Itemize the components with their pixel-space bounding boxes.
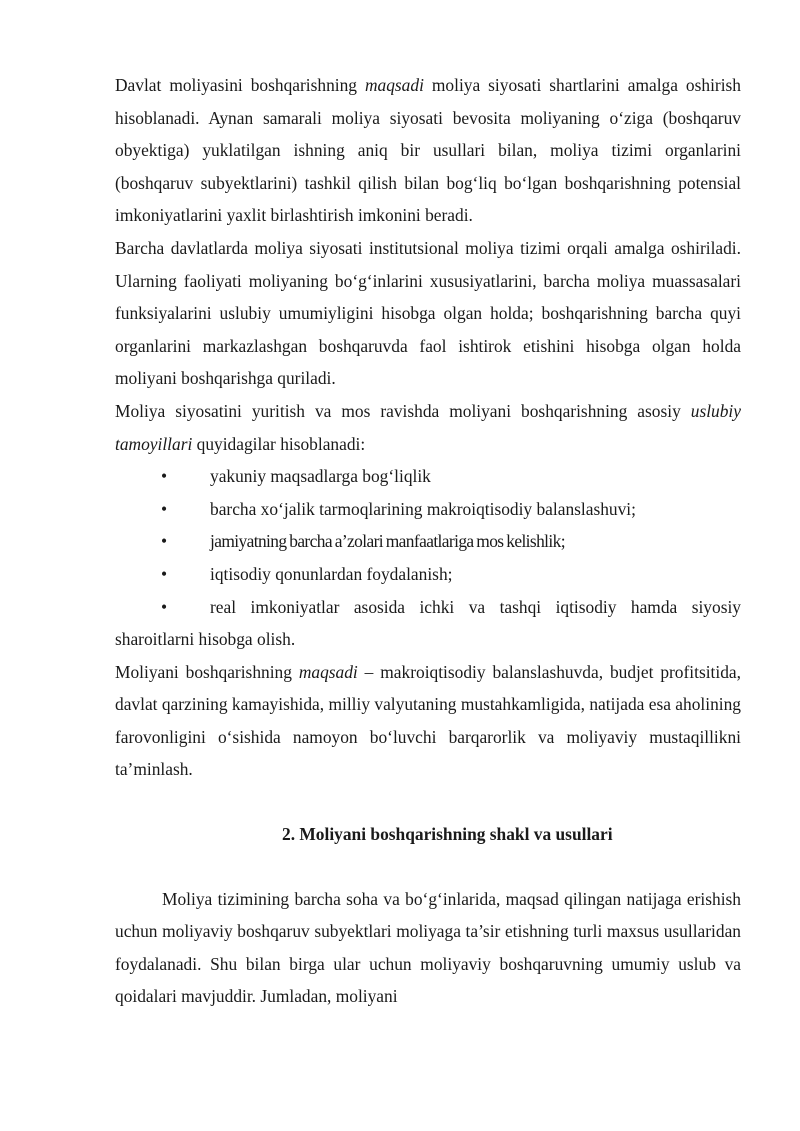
list-item-text: jamiyatning barcha a’zolari manfaatlariga mos kelishlik;	[210, 531, 565, 552]
bullet-marker: •	[161, 596, 168, 617]
emphasized-term: maqsadi	[364, 75, 424, 95]
emphasized-term: maqsadi	[298, 661, 358, 682]
list-item-text: iqtisodiy qonunlardan foydalanish;	[210, 563, 453, 584]
bullet-marker: •	[161, 466, 168, 487]
paragraph-text: Moliya siyosatini yuritish va mos ravishda moliyani boshqarishning asosiy	[115, 400, 691, 421]
paragraph-principles-intro	[115, 395, 741, 460]
paragraph-text: Davlat moliyasini boshqarishning	[115, 75, 365, 95]
paragraph-text: moliya siyosati shartlarini amalga oshirish hisoblanadi. Aynan samarali moliya siyosati bevosita moliyaning oʻziga (boshqaruv obyektiga) yuklatilgan ishning aniq bir usullari bilan, moliya tizimi organlarini (boshqaruv subyektlarini) tashkil qilish bilan bogʻliq boʻlgan boshqarishning potensial imkoniyatlarini yaxlit birlashtirish imkonini beradi.	[115, 75, 741, 226]
paragraph-text: – makroiqtisodiy balanslashuvda, budjet profitsitida, davlat qarzining kamayishida, milliy valyutaning mustahkamligida, natijada esa aholining farovonligini oʻsishida namoyon boʻluvchi barqarorlik va moliyaviy mustaqillikni ta’minlash.	[115, 661, 741, 780]
bullet-marker: •	[161, 531, 167, 552]
paragraph-management-methods: Moliya tizimining barcha soha va boʻgʻinlarida, maqsad qilingan natijaga erishish uchun moliyaviy boshqaruv subyektlari moliyaga ta’sir etishning turli maxsus usullaridan foydalanadi. Shu bilan birga ular uchun moliyaviy boshqaruvning umumiy uslub va qoidalari mavjuddir. Jumladan, moliyani	[115, 888, 741, 1007]
bullet-marker: •	[161, 563, 168, 584]
paragraph-text: quyidagilar hisoblanadi:	[192, 433, 366, 454]
list-item	[115, 591, 741, 656]
bullet-marker: •	[161, 498, 168, 519]
list-item	[115, 493, 741, 526]
paragraph-goal-of-finance-management	[115, 656, 741, 786]
list-item	[115, 460, 741, 493]
section-heading: 2. Moliyani boshqarishning shakl va usullari	[282, 824, 613, 845]
list-item	[115, 525, 741, 558]
emphasized-term: uslubiy tamoyillari	[115, 400, 741, 454]
principles-list	[115, 460, 741, 656]
paragraph-institutional-system: Barcha davlatlarda moliya siyosati institutsional moliya tizimi orqali amalga oshiriladi. Ularning faoliyati moliyaning boʻgʻinlarini xususiyatlarini, barcha moliya muassasalari funksiyalarini uslubiy umumiyligini hisobga olgan holda; boshqarishning barcha quyi organlarini markazlashgan boshqaruvda faol ishtirok etishini hisobga olgan holda moliyani boshqarishga quriladi.	[115, 237, 741, 389]
page-content	[115, 69, 741, 1013]
paragraph-goal-of-state-finance	[115, 69, 741, 232]
paragraph-text: Moliyani boshqarishning	[115, 661, 299, 682]
list-item-text: yakuniy maqsadlarga bogʻliqlik	[210, 466, 431, 487]
list-item	[115, 558, 741, 591]
list-item-text: barcha xoʻjalik tarmoqlarining makroiqtisodiy balanslashuvi;	[210, 498, 636, 519]
list-item-text: real imkoniyatlar asosida ichki va tashqi iqtisodiy hamda siyosiy sharoitlarni hisobga olish.	[115, 596, 741, 650]
